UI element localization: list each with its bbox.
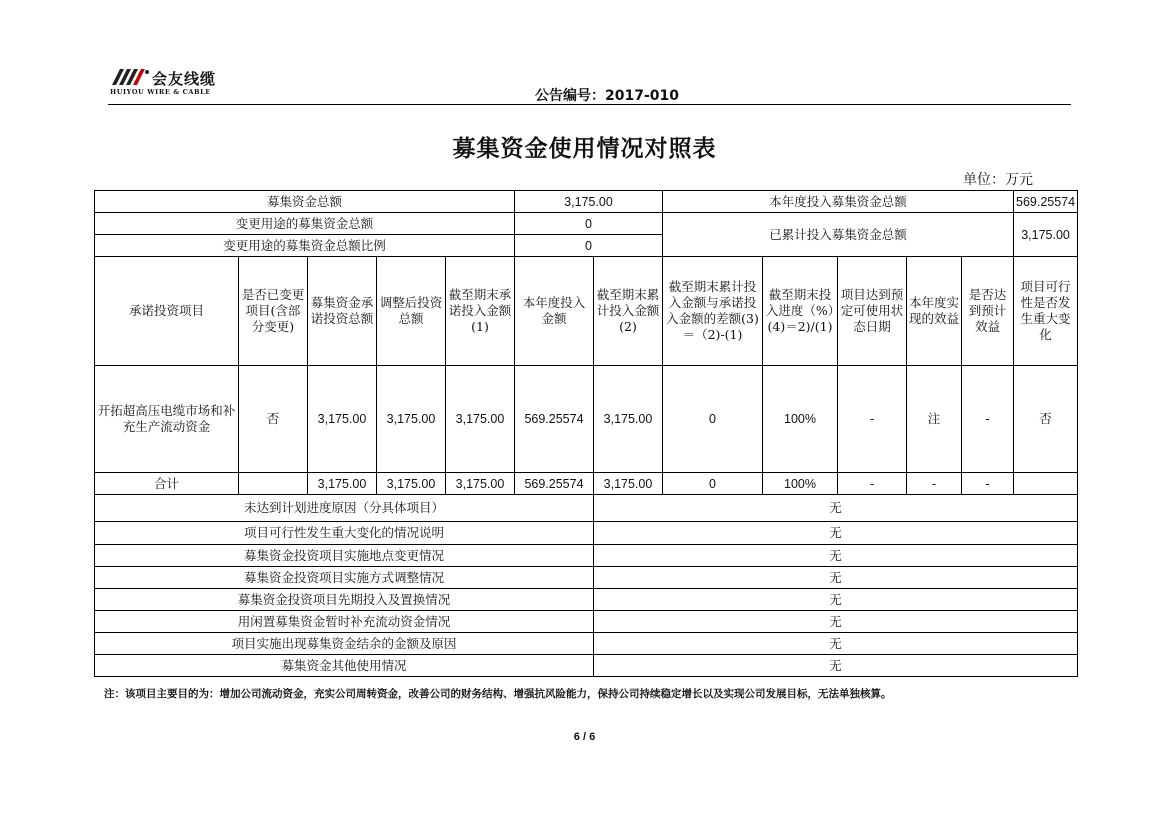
total-period-commit: 3,175.00 bbox=[446, 473, 515, 495]
changed-ratio-label: 变更用途的募集资金总额比例 bbox=[95, 235, 515, 257]
cumulative-label: 已累计投入募集资金总额 bbox=[663, 213, 1014, 257]
cumulative-value: 3,175.00 bbox=[1014, 213, 1078, 257]
col-header: 承诺投资项目 bbox=[95, 257, 239, 366]
header-divider bbox=[108, 104, 1071, 105]
note-label: 项目实施出现募集资金结余的金额及原因 bbox=[95, 633, 594, 655]
cell-period-commit: 3,175.00 bbox=[446, 366, 515, 473]
cell-reached: - bbox=[962, 366, 1014, 473]
project-name: 开拓超高压电缆市场和补充生产流动资金 bbox=[95, 366, 239, 473]
col-header: 截至期末累计投入金额(2) bbox=[594, 257, 663, 366]
year-invested-value: 569.25574 bbox=[1014, 191, 1078, 213]
note-row bbox=[95, 655, 1078, 677]
col-header: 截至期末承诺投入金额(1) bbox=[446, 257, 515, 366]
note-row bbox=[95, 633, 1078, 655]
summary-row-changed bbox=[95, 213, 1078, 235]
cell-ready-date: - bbox=[838, 366, 907, 473]
note-label: 募集资金投资项目先期投入及置换情况 bbox=[95, 589, 594, 611]
col-header: 截至期末投入进度（%）(4)＝2)/(1) bbox=[763, 257, 838, 366]
note-label: 募集资金投资项目实施方式调整情况 bbox=[95, 567, 594, 589]
unit-label: 单位：万元 bbox=[963, 172, 1033, 188]
total-label: 合计 bbox=[95, 473, 239, 495]
note-value: 无 bbox=[594, 495, 1078, 522]
note-value: 无 bbox=[594, 611, 1078, 633]
total-progress: 100% bbox=[763, 473, 838, 495]
total-row bbox=[95, 473, 1078, 495]
changed-use-label: 变更用途的募集资金总额 bbox=[95, 213, 515, 235]
total-changed bbox=[239, 473, 308, 495]
page-title: 募集资金使用情况对照表 bbox=[452, 136, 717, 162]
col-header: 调整后投资总额 bbox=[377, 257, 446, 366]
col-header: 是否达到预计效益 bbox=[962, 257, 1014, 366]
footnote: 注：该项目主要目的为：增加公司流动资金，充实公司周转资金，改善公司的财务结构、增强抗风险能力，保持公司持续稳定增长以及实现公司发展目标，无法单独核算。 bbox=[104, 688, 892, 700]
cell-committed: 3,175.00 bbox=[308, 366, 377, 473]
company-logo bbox=[110, 67, 260, 97]
total-year-amount: 569.25574 bbox=[515, 473, 594, 495]
changed-ratio-value: 0 bbox=[515, 235, 663, 257]
announcement-number: 公告编号：2017-010 bbox=[535, 88, 679, 104]
note-label: 未达到计划进度原因（分具体项目） bbox=[95, 495, 594, 522]
note-row bbox=[95, 589, 1078, 611]
total-reached: - bbox=[962, 473, 1014, 495]
year-invested-label: 本年度投入募集资金总额 bbox=[663, 191, 1014, 213]
col-header: 截至期末累计投入金额与承诺投入金额的差额(3)＝（2)-(1) bbox=[663, 257, 763, 366]
table-row bbox=[95, 366, 1078, 473]
cell-cumulative: 3,175.00 bbox=[594, 366, 663, 473]
changed-use-value: 0 bbox=[515, 213, 663, 235]
note-row bbox=[95, 495, 1078, 522]
total-difference: 0 bbox=[663, 473, 763, 495]
total-raised-label: 募集资金总额 bbox=[95, 191, 515, 213]
note-row bbox=[95, 545, 1078, 567]
total-cumulative: 3,175.00 bbox=[594, 473, 663, 495]
col-header: 募集资金承诺投资总额 bbox=[308, 257, 377, 366]
cell-adjusted: 3,175.00 bbox=[377, 366, 446, 473]
total-feasibility bbox=[1014, 473, 1078, 495]
cell-progress: 100% bbox=[763, 366, 838, 473]
total-ready-date: - bbox=[838, 473, 907, 495]
note-value: 无 bbox=[594, 567, 1078, 589]
col-header: 是否已变更项目(含部分变更) bbox=[239, 257, 308, 366]
logo-name: 会友线缆 bbox=[152, 70, 217, 88]
cell-changed: 否 bbox=[239, 366, 308, 473]
col-header: 本年度实现的效益 bbox=[907, 257, 962, 366]
total-raised-value: 3,175.00 bbox=[515, 191, 663, 213]
note-value: 无 bbox=[594, 655, 1078, 677]
note-label: 募集资金投资项目实施地点变更情况 bbox=[95, 545, 594, 567]
cell-year-amount: 569.25574 bbox=[515, 366, 594, 473]
note-value: 无 bbox=[594, 545, 1078, 567]
column-header-row bbox=[95, 257, 1078, 366]
summary-row-total bbox=[95, 191, 1078, 213]
page-number: 6 / 6 bbox=[573, 731, 596, 743]
col-header: 本年度投入金额 bbox=[515, 257, 594, 366]
note-value: 无 bbox=[594, 522, 1078, 545]
note-row bbox=[95, 522, 1078, 545]
total-committed: 3,175.00 bbox=[308, 473, 377, 495]
logo-mark-icon bbox=[110, 67, 150, 87]
note-row bbox=[95, 611, 1078, 633]
cell-feasibility: 否 bbox=[1014, 366, 1078, 473]
col-header: 项目达到预定可使用状态日期 bbox=[838, 257, 907, 366]
cell-benefit: 注 bbox=[907, 366, 962, 473]
note-row bbox=[95, 567, 1078, 589]
note-value: 无 bbox=[594, 633, 1078, 655]
funds-usage-table bbox=[94, 190, 1078, 677]
total-adjusted: 3,175.00 bbox=[377, 473, 446, 495]
cell-difference: 0 bbox=[663, 366, 763, 473]
note-value: 无 bbox=[594, 589, 1078, 611]
col-header: 项目可行性是否发生重大变化 bbox=[1014, 257, 1078, 366]
note-label: 项目可行性发生重大变化的情况说明 bbox=[95, 522, 594, 545]
note-label: 募集资金其他使用情况 bbox=[95, 655, 594, 677]
total-benefit: - bbox=[907, 473, 962, 495]
logo-english-name: HUIYOU WIRE & CABLE bbox=[110, 88, 211, 96]
note-label: 用闲置募集资金暂时补充流动资金情况 bbox=[95, 611, 594, 633]
